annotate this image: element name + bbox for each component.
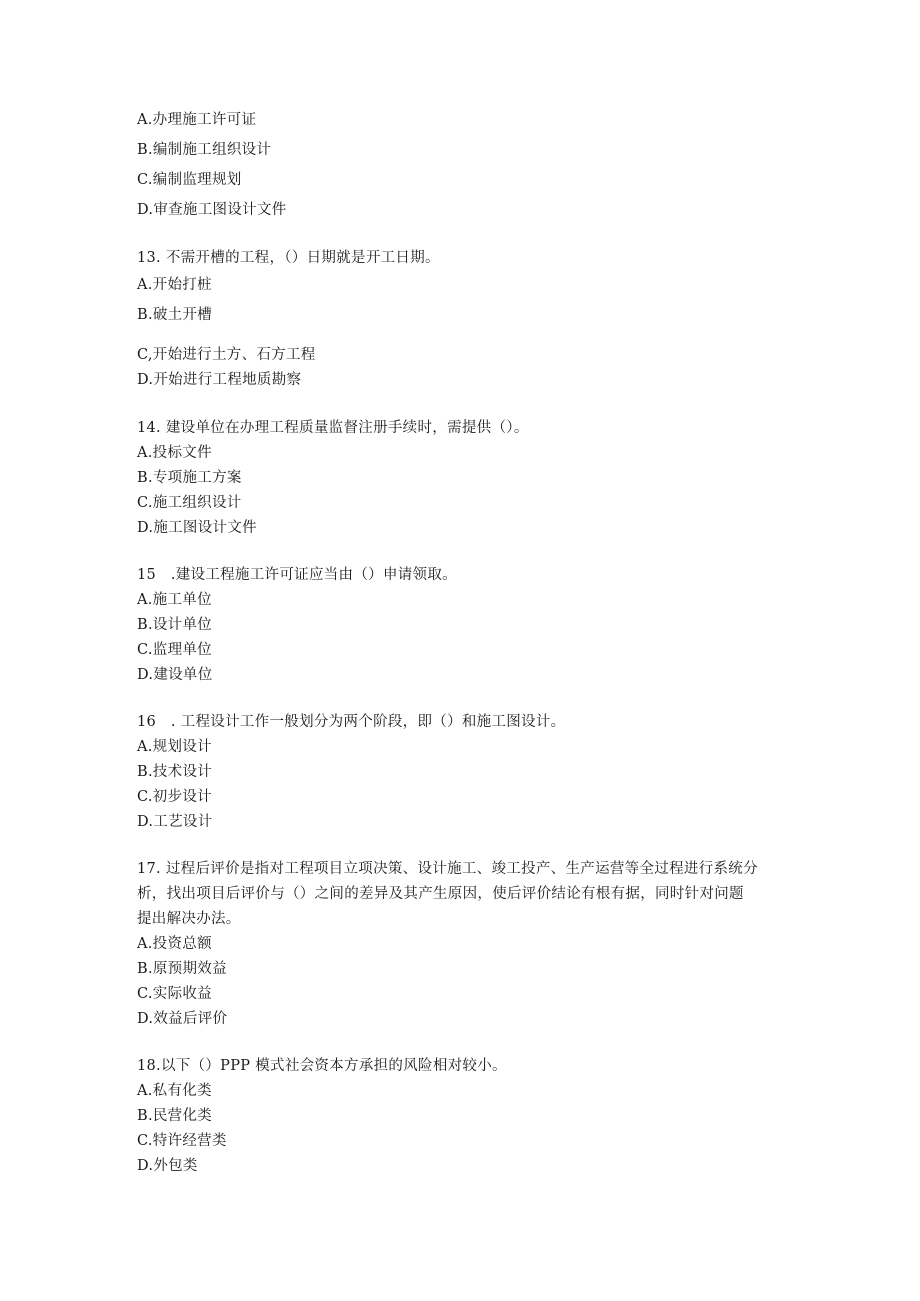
option-b: B.设计单位 [137,617,213,633]
question-stem: 16 . 工程设计工作一般划分为两个阶段，即（）和施工图设计。 [137,714,566,730]
option-a: A.施工单位 [137,592,212,608]
question-stem-line: 17. 过程后评价是指对工程项目立项决策、设计施工、竣工投产、生产运营等全过程进行系统分 [137,861,758,877]
question-stem-line: 提出解决办法。 [137,911,241,927]
option-c: C,开始进行土方、石方工程 [137,347,316,363]
option-c: C.编制监理规划 [137,172,242,188]
option-b: B.专项施工方案 [137,470,242,486]
option-a: A.开始打桩 [137,277,212,293]
option-d: D.施工图设计文件 [137,520,257,536]
option-d: D.审查施工图设计文件 [137,202,287,218]
option-c: C.实际收益 [137,986,212,1002]
option-d: D.工艺设计 [137,814,213,830]
option-a: A.投资总额 [137,936,212,952]
question-stem: 18.以下（）PPP 模式社会资本方承担的风险相对较小。 [137,1058,507,1074]
option-d: D.外包类 [137,1158,198,1174]
option-c: C.初步设计 [137,789,212,805]
option-b: B.技术设计 [137,764,213,780]
option-c: C.监理单位 [137,642,212,658]
question-stem-line: 析，找出项目后评价与（）之间的差异及其产生原因，使后评价结论有根有据，同时针对问题 [137,886,744,902]
option-c: C.特许经营类 [137,1133,227,1149]
option-b: B.民营化类 [137,1108,213,1124]
option-a: A.规划设计 [137,739,212,755]
question-stem: 15 .建设工程施工许可证应当由（）申请领取。 [137,567,457,583]
option-a: A.私有化类 [137,1083,212,1099]
option-a: A.办理施工许可证 [137,112,257,128]
option-d: D.效益后评价 [137,1011,228,1027]
option-b: B.破土开槽 [137,307,213,323]
option-d: D.开始进行工程地质勘察 [137,372,302,388]
option-b: B.原预期效益 [137,961,227,977]
question-stem: 13. 不需开槽的工程，（）日期就是开工日期。 [137,250,440,266]
question-stem: 14. 建设单位在办理工程质量监督注册手续时，需提供（）。 [137,420,529,436]
option-a: A.投标文件 [137,445,212,461]
option-d: D.建设单位 [137,667,213,683]
option-c: C.施工组织设计 [137,495,242,511]
option-b: B.编制施工组织设计 [137,142,272,158]
